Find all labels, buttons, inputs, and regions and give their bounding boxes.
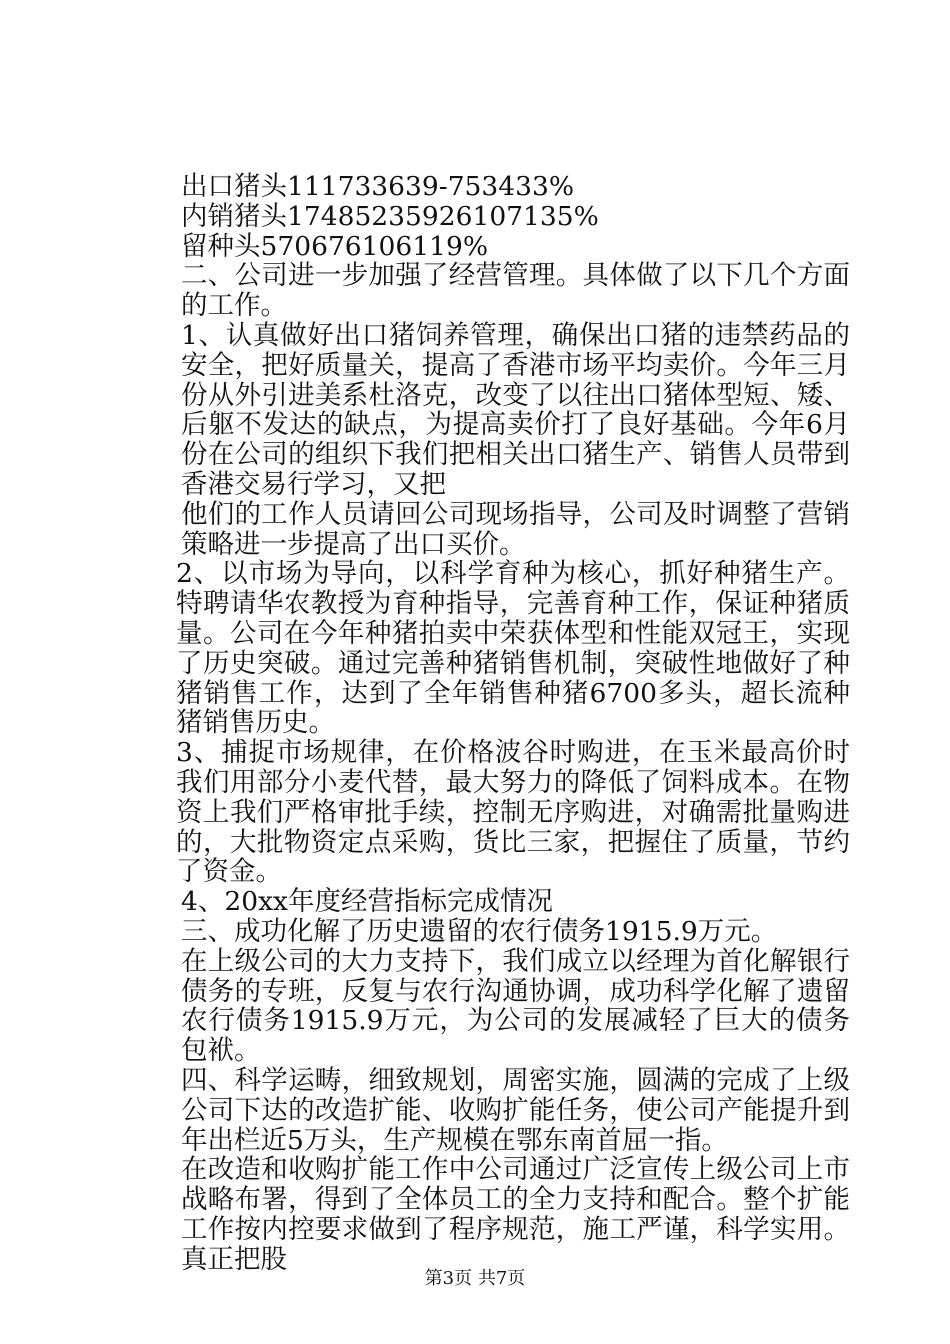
paragraph: 四、科学运畴，细致规划，周密实施，圆满的完成了上级公司下达的改造扩能、收购扩能任务，使公司产能提升到年出栏近5万头，生产规模在鄂东南首屈一指。 [181,1064,850,1156]
paragraph: 二、公司进一步加强了经营管理。具体做了以下几个方面的工作。 [181,260,850,322]
page-footer: 第3页 共7页 [424,1268,526,1289]
stat-line-export: 出口猪头111733639-753433% [181,171,575,202]
paragraph: 在上级公司的大力支持下，我们成立以经理为首化解银行债务的专班，反复与农行沟通协调，成功科学化解了遗留农行债务1915.9万元，为公司的发展减轻了巨大的债务包袱。 [181,945,850,1067]
stat-line-breeding: 留种头570676106119% [181,230,489,262]
paragraph: 在改造和收购扩能工作中公司通过广泛宣传上级公司上市战略布署，得到了全体员工的全力支持和配合。整个扩能工作按内控要求做到了程序规范，施工严谨，科学实用。真正把股 [181,1154,850,1275]
stat-line-domestic: 内销猪头17485235926107135% [181,200,599,232]
paragraph: 2、以市场为导向，以科学育种为核心，抓好种猪生产。特聘请华农教授为育种指导，完善育种工作，保证种猪质量。公司在今年种猪拍卖中荣获体型和性能双冠王，实现了历史突破。通过完善种猪销售机制，突破性地做好了种猪销售工作，达到了全年销售种猪6700多头，超长流种猪销售历史。 [176,558,850,739]
paragraph: 4、20xx年度经营指标完成情况 [181,886,553,918]
paragraph: 他们的工作人员请回公司现场指导，公司及时调整了营销策略进一步提高了出口买价。 [181,498,850,560]
paragraph: 三、成功化解了历史遗留的农行债务1915.9万元。 [181,915,778,947]
paragraph: 1、认真做好出口猪饲养管理，确保出口猪的违禁药品的安全，把好质量关，提高了香港市场平均卖价。今年三月份从外引进美系杜洛克，改变了以往出口猪体型短、矮、后躯不发达的缺点，为提高卖价打了良好基础。今年6月份在公司的组织下我们把相关出口猪生产、销售人员带到香港交易行学习，又把 [181,319,850,500]
body-text [128,172,850,1274]
paragraph: 3、捕捉市场规律，在价格波谷时购进，在玉米最高价时我们用部分小麦代替，最大努力的降低了饲料成本。在物资上我们严格审批手续，控制无序购进，对确需批量购进的，大批物资定点采购，货比三家，把握住了质量，节约了资金。 [176,737,850,888]
